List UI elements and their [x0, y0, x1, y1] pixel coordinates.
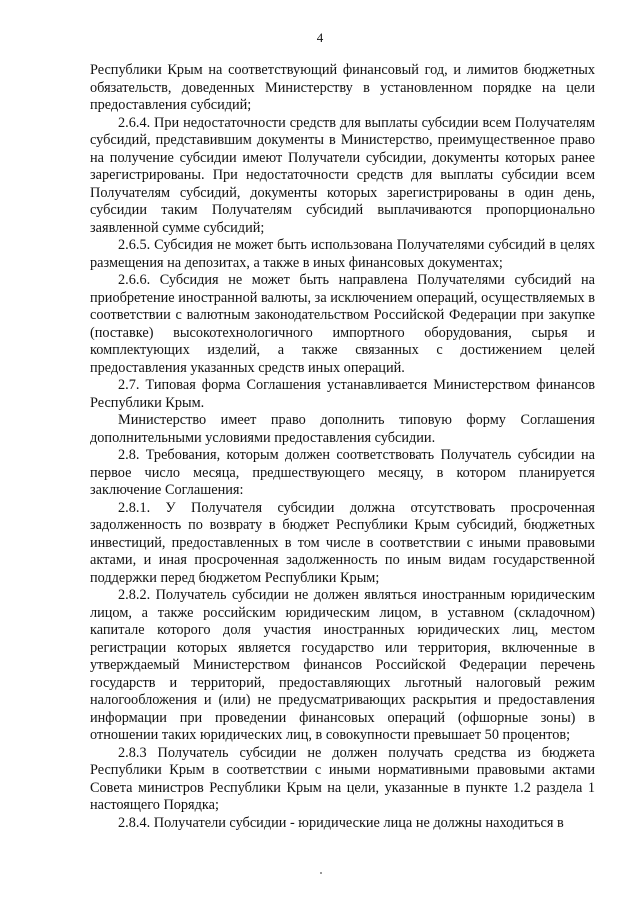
- page-number: 4: [316, 30, 324, 45]
- paragraph-ministry-right: Министерство имеет право дополнить типовую форму Соглашения дополнительными условиями предоставления субсидии.: [90, 412, 595, 446]
- scan-speck: [320, 872, 322, 874]
- paragraph-2-7: 2.7. Типовая форма Соглашения устанавливается Министерством финансов Республики Крым.: [90, 377, 595, 411]
- paragraph-2-8-2: 2.8.2. Получатель субсидии не должен являться иностранным юридическим лицом, а также российским юридическим лицом, в уставном (складочном) капитале которого доля участия иностранных юридических лиц, местом регистрации которых является государство или территория, включенные в утверждаемый Министерством финансов Российской Федерации перечень государств и территорий, предоставляющих льготный налоговый режим налогообложения и (или) не предусматривающих раскрытия и предоставления информации при проведении финансовых операций (офшорные зоны) в отношении таких юридических лиц, в совокупности превышает 50 процентов;: [90, 587, 595, 743]
- paragraph-2-8-3: 2.8.3 Получатель субсидии не должен получать средства из бюджета Республики Крым в соответствии с иными нормативными правовыми актами Совета министров Республики Крым на цели, указанные в пункте 1.2 раздела 1 настоящего Порядка;: [90, 744, 595, 813]
- paragraph-2-6-6: 2.6.6. Субсидия не может быть направлена Получателями субсидий на приобретение иностранной валюты, за исключением операций, осуществляемых в соответствии с валютным законодательством Российской Федерации при закупке (поставке) высокотехнологичного импортного оборудования, сырья и комплектующих изделий, а также связанных с достижением целей предоставления указанных средств иных операций.: [90, 272, 595, 376]
- paragraph-budget-limits: Республики Крым на соответствующий финансовый год, и лимитов бюджетных обязательств, доведенных Министерству в установленном порядке на цели предоставления субсидий;: [90, 62, 595, 113]
- paragraph-2-8: 2.8. Требования, которым должен соответствовать Получатель субсидии на первое число месяца, предшествующего месяцу, в котором планируется заключение Соглашения:: [90, 447, 595, 498]
- body-text: [90, 62, 595, 832]
- paragraph-2-6-4: 2.6.4. При недостаточности средств для выплаты субсидии всем Получателям субсидий, представившим документы в Министерство, преимущественное право на получение субсидии имеют Получатели субсидии, документы которых ранее зарегистрированы. При недостаточности средств для выплаты субсидии всем Получателям субсидий, документы которых зарегистрированы в один день, субсидии таким Получателям субсидий выплачиваются пропорционально заявленной сумме субсидий;: [90, 114, 595, 236]
- paragraph-2-8-4: 2.8.4. Получатели субсидии - юридические лица не должны находиться в: [118, 814, 564, 831]
- paragraph-2-6-5: 2.6.5. Субсидия не может быть использована Получателями субсидий в целях размещения на депозитах, а также в иных финансовых документах;: [90, 237, 595, 271]
- paragraph-2-8-1: 2.8.1. У Получателя субсидии должна отсутствовать просроченная задолженность по возврату в бюджет Республики Крым субсидий, бюджетных инвестиций, предоставленных в том числе в соответствии с иными правовыми актами, и иная просроченная задолженность по иным видам государственной поддержки перед бюджетом Республики Крым;: [90, 499, 595, 586]
